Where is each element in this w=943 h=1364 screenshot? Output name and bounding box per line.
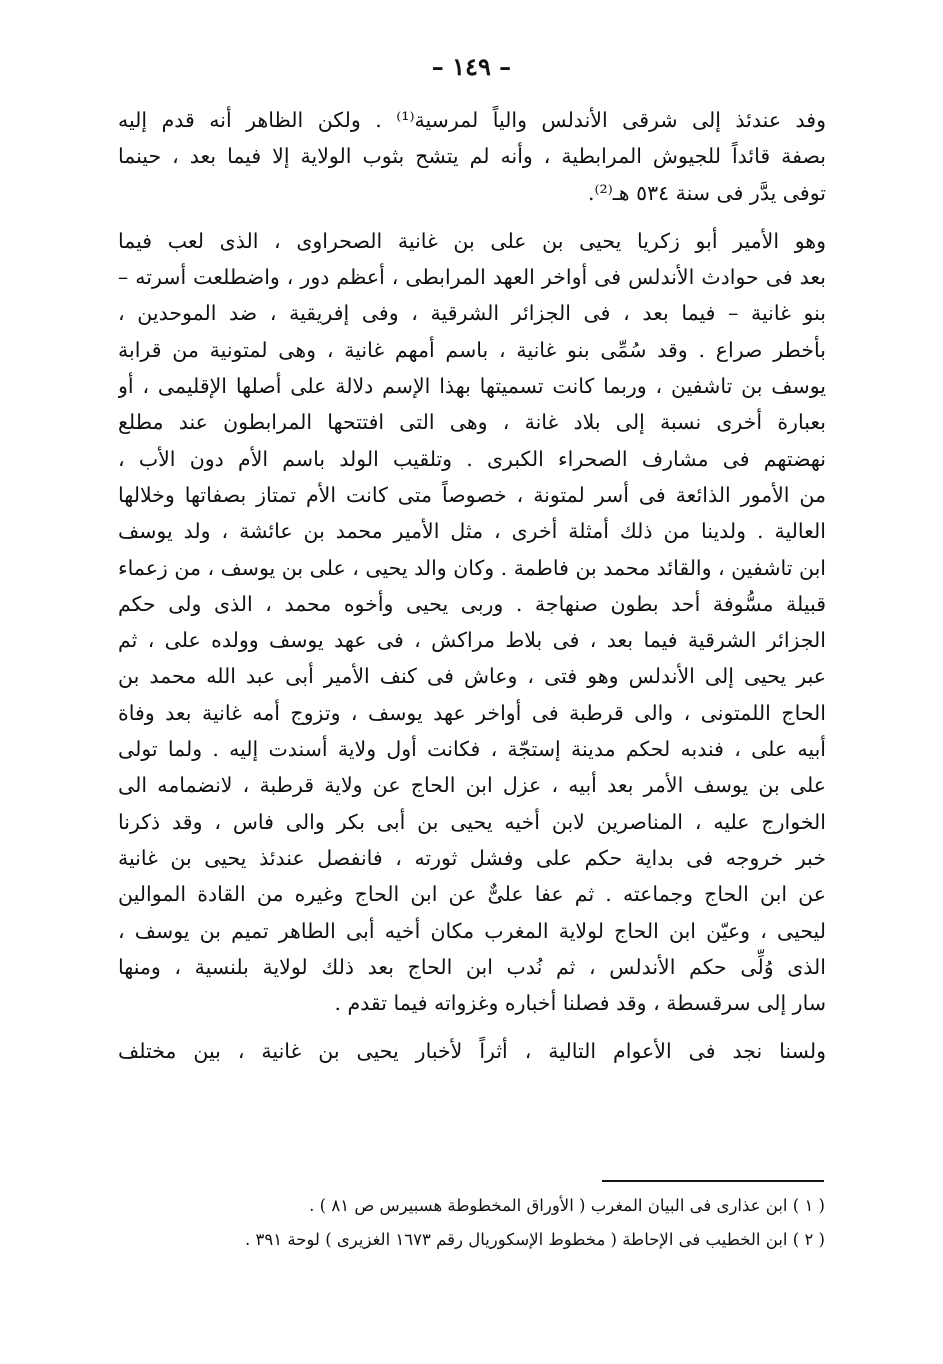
text-line: وفد عندئذ إلى شرقى الأندلس والياً لمرسية⁽¹⁾ . ولكن الظاهر أنه قدم إليه [118,108,826,132]
text-line: الجزائر الشرقية فيما بعد ، فى بلاط مراكش ، فى عهد يوسف وولده على ، ثم [118,628,826,653]
text-line: بعبارة أخرى نسبة إلى بلاد غانة ، وهى التى افتتحها المرابطون عند مطلع [118,410,826,435]
text-line: توفى يدَّر فى سنة ٥٣٤ هـ⁽²⁾. [587,180,826,205]
footnotes [225,1189,825,1257]
text-line: العالية . ولدينا من ذلك أمثلة أخرى ، مثل الأمير محمد بن عائشة ، ولد يوسف [118,519,826,544]
main-text [118,102,826,1070]
text-line: بصفة قائداً للجيوش المرابطية ، وأنه لم يتشح بثوب الولاية إلا فيما بعد ، حينما [118,144,826,169]
paragraph-1 [118,102,826,211]
footnote-divider [602,1180,824,1182]
text-line: بأخطر صراع . وقد سُمِّى بنو غانية ، باسم أمهم غانية ، وهى لمتونية من قرابة [118,337,826,362]
text-line: الذى وُلِّى حكم الأندلس ، ثم نُدب ابن الحاج بعد ذلك لولاية بلنسية ، ومنها [118,954,826,979]
footnote-2: ( ٢ ) ابن الخطيب فى الإحاطة ( مخطوط الإسكوريال رقم ١٦٧٣ الغزيرى ) لوحة ٣٩١ . [245,1230,825,1249]
text-line: وهو الأمير أبو زكريا يحيى بن على بن غانية الصحراوى ، الذى لعب فيما [118,228,826,253]
page-number: – ١٤٩ – [431,52,512,81]
text-line: ليحيى ، وعيّن ابن الحاج لولاية المغرب مكان أخيه أبى الطاهر تميم بن يوسف ، [118,918,826,943]
footnote-1: ( ١ ) ابن عذارى فى البيان المغرب ( الأوراق المخطوطة هسبيرس ص ٨١ ) . [309,1196,825,1215]
text-line: قبيلة مسُّوفة أحد بطون صنهاجة . وربى يحيى وأخوه محمد ، الذى ولى حكم [118,591,826,616]
text-line: بعد فى حوادث الأندلس فى أواخر العهد المرابطى ، أعظم دور ، واضطلعت أسرته – [118,265,826,290]
text-line: الحاج اللمتونى ، والى قرطبة فى أواخر عهد يوسف ، وتزوج أمه غانية بعد وفاة [118,700,826,725]
text-line: على بن يوسف الأمر بعد أبيه ، عزل ابن الحاج عن ولاية قرطبة ، لانضمامه الى [118,773,826,798]
paragraph-3 [118,1033,826,1069]
text-line: ولسنا نجد فى الأعوام التالية ، أثراً لأخبار يحيى بن غانية ، بين مختلف [118,1039,826,1064]
text-line: الخوارج عليه ، المناصرين لابن أخيه يحيى بن أبى بكر والى فاس ، وقد ذكرنا [118,809,826,834]
text-line: خبر خروجه فى بداية حكم على وفشل ثورته ، فانفصل عندئذ يحيى بن غانية [118,845,826,870]
text-line: بنو غانية – فيما بعد ، فى الجزائر الشرقية ، وفى إفريقية ، ضد الموحدين ، [118,301,826,326]
text-line: سار إلى سرقسطة ، وقد فصلنا أخباره وغزواته فيما تقدم . [334,991,826,1016]
paragraph-gap [118,1021,826,1033]
text-line: يوسف بن تاشفين ، وربما كانت تسميتها بهذا الإسم دلالة على أصلها الإقليمى ، أو [118,374,826,399]
text-line: نهضتهم فى مشارف الصحراء الكبرى . وتلقيب الولد باسم الأم دون الأب ، [118,446,826,471]
text-line: ابن تاشفين ، والقائد محمد بن فاطمة . وكان والد يحيى ، على بن يوسف ، من زعماء [118,555,826,580]
text-line: عبر يحيى إلى الأندلس وهو فتى ، وعاش فى كنف الأمير أبى عبد الله محمد بن [118,664,826,689]
paragraph-2 [118,223,826,1022]
text-line: أبيه على ، فندبه لحكم مدينة إستجّة ، فكانت أول ولاية أسندت إليه . ولما تولى [118,737,826,762]
paragraph-gap [118,211,826,223]
text-line: عن ابن الحاج وجماعته . ثم عفا علىٌّ عن ابن الحاج وغيره من القادة الموالين [118,882,826,907]
text-line: من الأمور الذائعة فى أسر لمتونة ، خصوصاً متى كانت الأم تمتاز بصفاتها وخلالها [118,482,826,507]
